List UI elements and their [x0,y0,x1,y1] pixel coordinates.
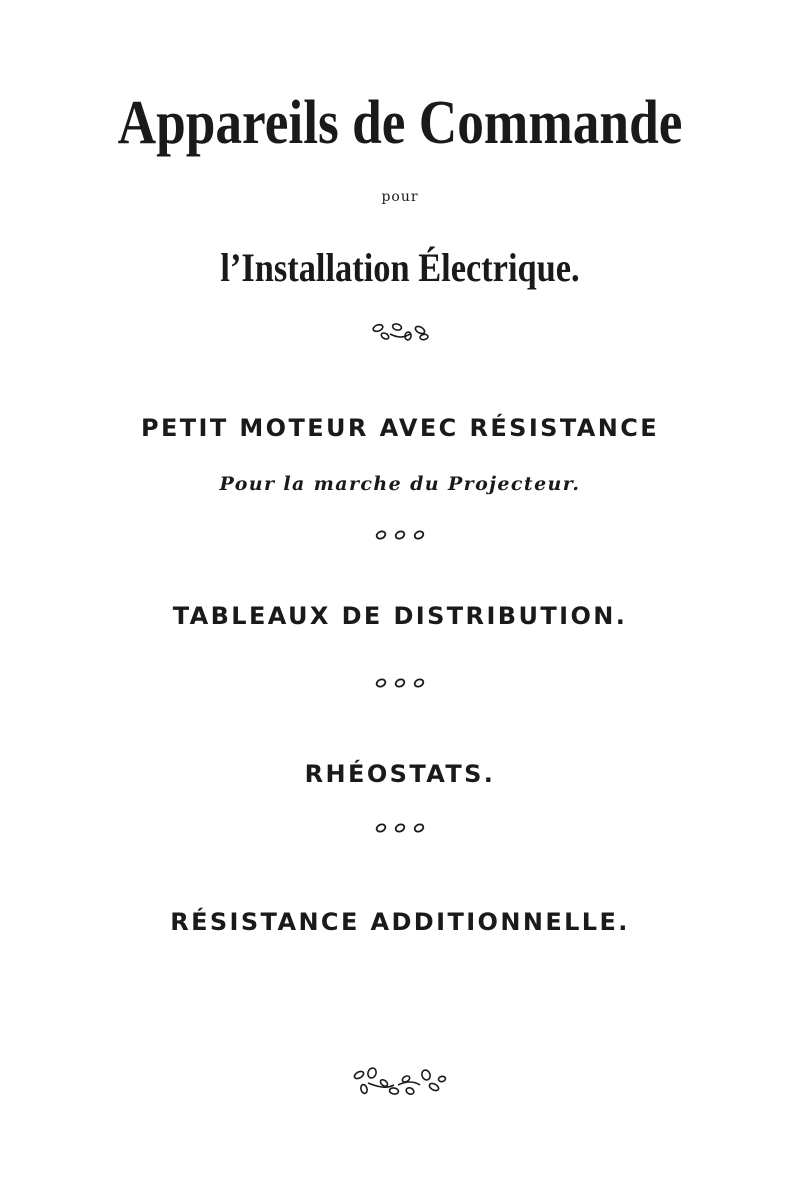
section-heading-tableaux: TABLEAUX DE DISTRIBUTION. [172,602,628,630]
section-heading-resistance: RÉSISTANCE ADDITIONNELLE. [170,908,630,936]
section-heading-petit-moteur: PETIT MOTEUR AVEC RÉSISTANCE [140,414,660,442]
three-leaf-separator-icon [372,527,428,543]
leaf-vine-ornament-icon [350,1065,450,1101]
section-note-projecteur: Pour la marche du Projecteur. [219,473,581,495]
section-heading-rheostats: RHÉOSTATS. [304,760,496,788]
three-leaf-separator-icon [372,675,428,691]
three-leaf-separator-icon [372,820,428,836]
page-title: Appareils de Commande [117,89,683,157]
leaf-sprig-ornament-icon [368,320,432,344]
page-subtitle: l’Installation Électrique. [220,245,580,290]
title-connector: pour [381,189,419,205]
